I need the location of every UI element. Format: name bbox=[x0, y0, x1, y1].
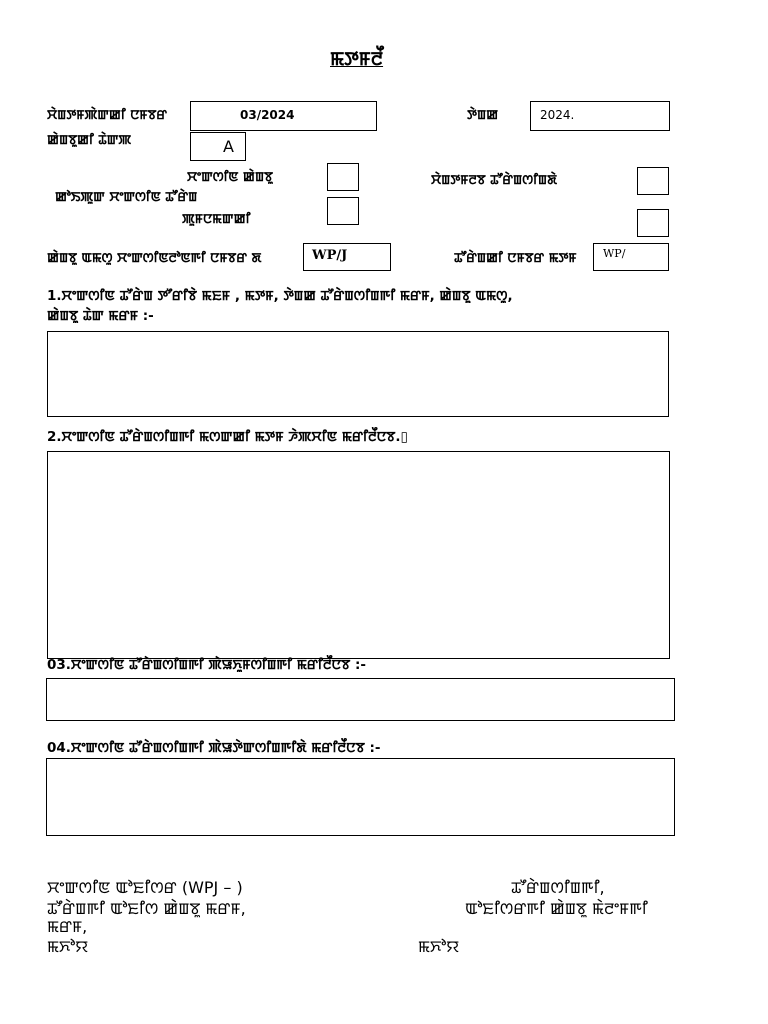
date-label: ꯇꯥꯡꯀ bbox=[467, 108, 499, 123]
footer-right-office: ꯑꯣꯐꯤꯁꯔꯒꯤ ꯀꯥꯡꯕꯨ ꯃꯥꯂꯦꯝꯒꯤ bbox=[465, 899, 648, 918]
all-option-label: ꯄꯨꯝꯅꯃꯛꯀꯤ bbox=[182, 212, 251, 227]
question-2-answer[interactable] bbox=[47, 451, 670, 659]
affected-stations-checkbox[interactable] bbox=[637, 167, 669, 195]
grade-label: ꯀꯥꯡꯕꯨꯀꯤ ꯊꯥꯛꯄ bbox=[47, 133, 132, 148]
reference-number-value: 03/2024 bbox=[240, 108, 295, 122]
reference-number-label: ꯆꯥꯡꯇꯝꯄꯥꯛꯀꯤ ꯅꯝꯕꯔ bbox=[47, 108, 168, 123]
footer-right-signature: ꯃꯈꯣꯌ bbox=[418, 937, 460, 956]
footer-office-line: ꯊꯧꯔꯥꯡꯒꯤ ꯑꯣꯐꯤꯁ ꯀꯥꯡꯕꯨ ꯃꯔꯝ, bbox=[47, 899, 246, 918]
station-number-field[interactable] bbox=[593, 243, 669, 271]
unit-number-field[interactable] bbox=[303, 243, 391, 271]
section-option-label: ꯆꯦꯛꯁꯤꯟ ꯀꯥꯡꯕꯨ bbox=[187, 170, 273, 185]
question-3-answer[interactable] bbox=[46, 678, 675, 721]
affected-stations-label: ꯆꯥꯡꯇꯝꯂꯕ ꯊꯧꯔꯥꯡꯁꯤꯡꯗꯥ bbox=[431, 173, 557, 188]
footer-officer-title: ꯆꯦꯛꯁꯤꯟ ꯑꯣꯐꯤꯁꯔ (WPJ – ) bbox=[47, 878, 243, 897]
question-3-label: 03.ꯆꯦꯛꯁꯤꯟ ꯊꯧꯔꯥꯡꯁꯤꯡꯒꯤ ꯄꯥꯎꯈꯨꯝꯁꯤꯡꯒꯤ ꯃꯔꯤꯂꯩꯅꯕ :- bbox=[47, 657, 366, 673]
question-1-answer[interactable] bbox=[47, 331, 669, 417]
unit-number-label: ꯀꯥꯡꯕꯨ ꯑꯃꯁꯨ ꯆꯦꯛꯁꯤꯟꯂꯣꯟꯒꯤ ꯅꯝꯕꯔ ꯗ bbox=[47, 251, 262, 266]
station-number-value: WP/ bbox=[603, 247, 626, 260]
grade-field[interactable] bbox=[190, 132, 246, 161]
station-number-label: ꯊꯧꯔꯥꯡꯀꯤ ꯅꯝꯕꯔ ꯃꯇꯝ bbox=[454, 251, 577, 266]
date-field[interactable] bbox=[530, 101, 670, 131]
page-title: ꯃꯇꯝꯂꯩ bbox=[330, 48, 384, 70]
question-4-label: 04.ꯆꯦꯛꯁꯤꯟ ꯊꯧꯔꯥꯡꯁꯤꯡꯒꯤ ꯄꯥꯎꯇꯥꯛꯁꯤꯡꯒꯤꯗꯥ ꯃꯔꯤꯂꯩꯅꯕ :- bbox=[47, 740, 381, 756]
grade-value: A bbox=[223, 137, 234, 156]
question-1-label-cont: ꯀꯥꯡꯕꯨ ꯊꯥꯛ ꯃꯔꯝ :- bbox=[47, 308, 154, 324]
question-1-label: 1.ꯆꯦꯛꯁꯤꯟ ꯊꯧꯔꯥꯡ ꯇꯧꯔꯤꯕꯥ ꯃꯐꯝ , ꯃꯇꯝ, ꯇꯥꯡꯀ ꯊꯧꯔꯥꯡꯁꯤꯡꯒꯤ ꯃꯔꯝ, ꯀꯥꯡꯕꯨ ꯑꯃꯁꯨ, bbox=[47, 288, 513, 304]
all-option-checkbox[interactable] bbox=[327, 197, 359, 225]
section-option-checkbox[interactable] bbox=[327, 163, 359, 191]
question-4-answer[interactable] bbox=[46, 758, 675, 836]
reference-number-field[interactable] bbox=[190, 101, 377, 131]
other-checkbox[interactable] bbox=[637, 209, 669, 237]
footer-right-office-cont: ꯃꯔꯝ, bbox=[47, 917, 88, 936]
unit-number-value: WP/J bbox=[312, 248, 348, 263]
footer-right-title: ꯊꯧꯔꯥꯡꯁꯤꯡꯒꯤ, bbox=[511, 878, 605, 897]
question-2-label: 2.ꯆꯦꯛꯁꯤꯟ ꯊꯧꯔꯥꯡꯁꯤꯡꯒꯤ ꯃꯁꯛꯀꯤ ꯃꯇꯝ ꯍꯥꯄꯆꯤꯟ ꯃꯔꯤꯂꯩꯅꯕ.▯ bbox=[47, 429, 408, 445]
regional-section-label: ꯀꯣꯏꯄꯨꯛ ꯆꯦꯛꯁꯤꯟ ꯊꯧꯔꯥꯡ bbox=[55, 190, 198, 205]
footer-left-signature: ꯃꯈꯣꯌ bbox=[47, 937, 89, 956]
date-value: 2024. bbox=[540, 108, 575, 122]
